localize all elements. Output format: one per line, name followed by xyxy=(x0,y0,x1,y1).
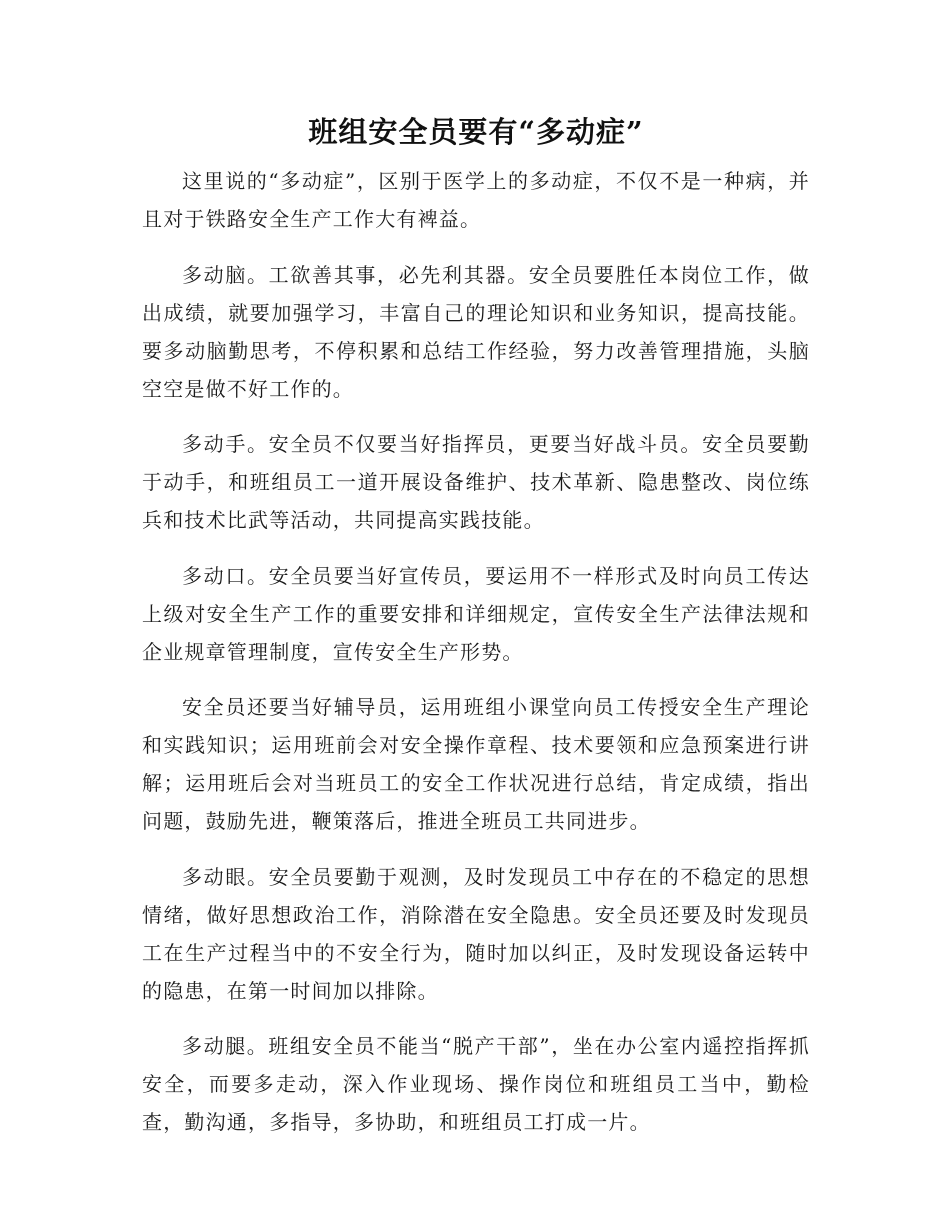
paragraph-legs: 多动腿。班组安全员不能当“脱产干部”，坐在办公室内遥控指挥抓安全，而要多走动，深入作业现场、操作岗位和班组员工当中，勤检查，勤沟通，多指导，多协助，和班组员工打成一片。 xyxy=(142,1034,810,1134)
document-body xyxy=(142,162,810,1141)
paragraph-brain: 多动脑。工欲善其事，必先利其器。安全员要胜任本岗位工作，做出成绩，就要加强学习，丰富自己的理论知识和业务知识，提高技能。要多动脑勤思考，不停积累和总结工作经验，努力改善管理措施，头脑空空是做不好工作的。 xyxy=(142,262,810,401)
document-page xyxy=(142,112,810,1159)
paragraph-hands: 多动手。安全员不仅要当好指挥员，更要当好战斗员。安全员要勤于动手，和班组员工一道开展设备维护、技术革新、隐患整改、岗位练兵和技术比武等活动，共同提高实践技能。 xyxy=(142,432,810,532)
paragraph-intro: 这里说的“多动症”，区别于医学上的多动症，不仅不是一种病，并且对于铁路安全生产工作大有裨益。 xyxy=(142,169,810,231)
document-title: 班组安全员要有“多动症” xyxy=(308,115,644,149)
paragraph-mouth: 多动口。安全员要当好宣传员，要运用不一样形式及时向员工传达上级对安全生产工作的重要安排和详细规定，宣传安全生产法律法规和企业规章管理制度，宣传安全生产形势。 xyxy=(142,563,810,664)
paragraph-tutor: 安全员还要当好辅导员，运用班组小课堂向员工传授安全生产理论和实践知识；运用班前会对安全操作章程、技术要领和应急预案进行讲解；运用班后会对当班员工的安全工作状况进行总结，肯定成绩，指出问题，鼓励先进，鞭策落后，推进全班员工共同进步。 xyxy=(142,695,810,833)
paragraph-eyes: 多动眼。安全员要勤于观测，及时发现员工中存在的不稳定的思想情绪，做好思想政治工作，消除潜在安全隐患。安全员还要及时发现员工在生产过程当中的不安全行为，随时加以纠正，及时发现设备运转中的隐患，在第一时间加以排除。 xyxy=(142,864,810,1003)
